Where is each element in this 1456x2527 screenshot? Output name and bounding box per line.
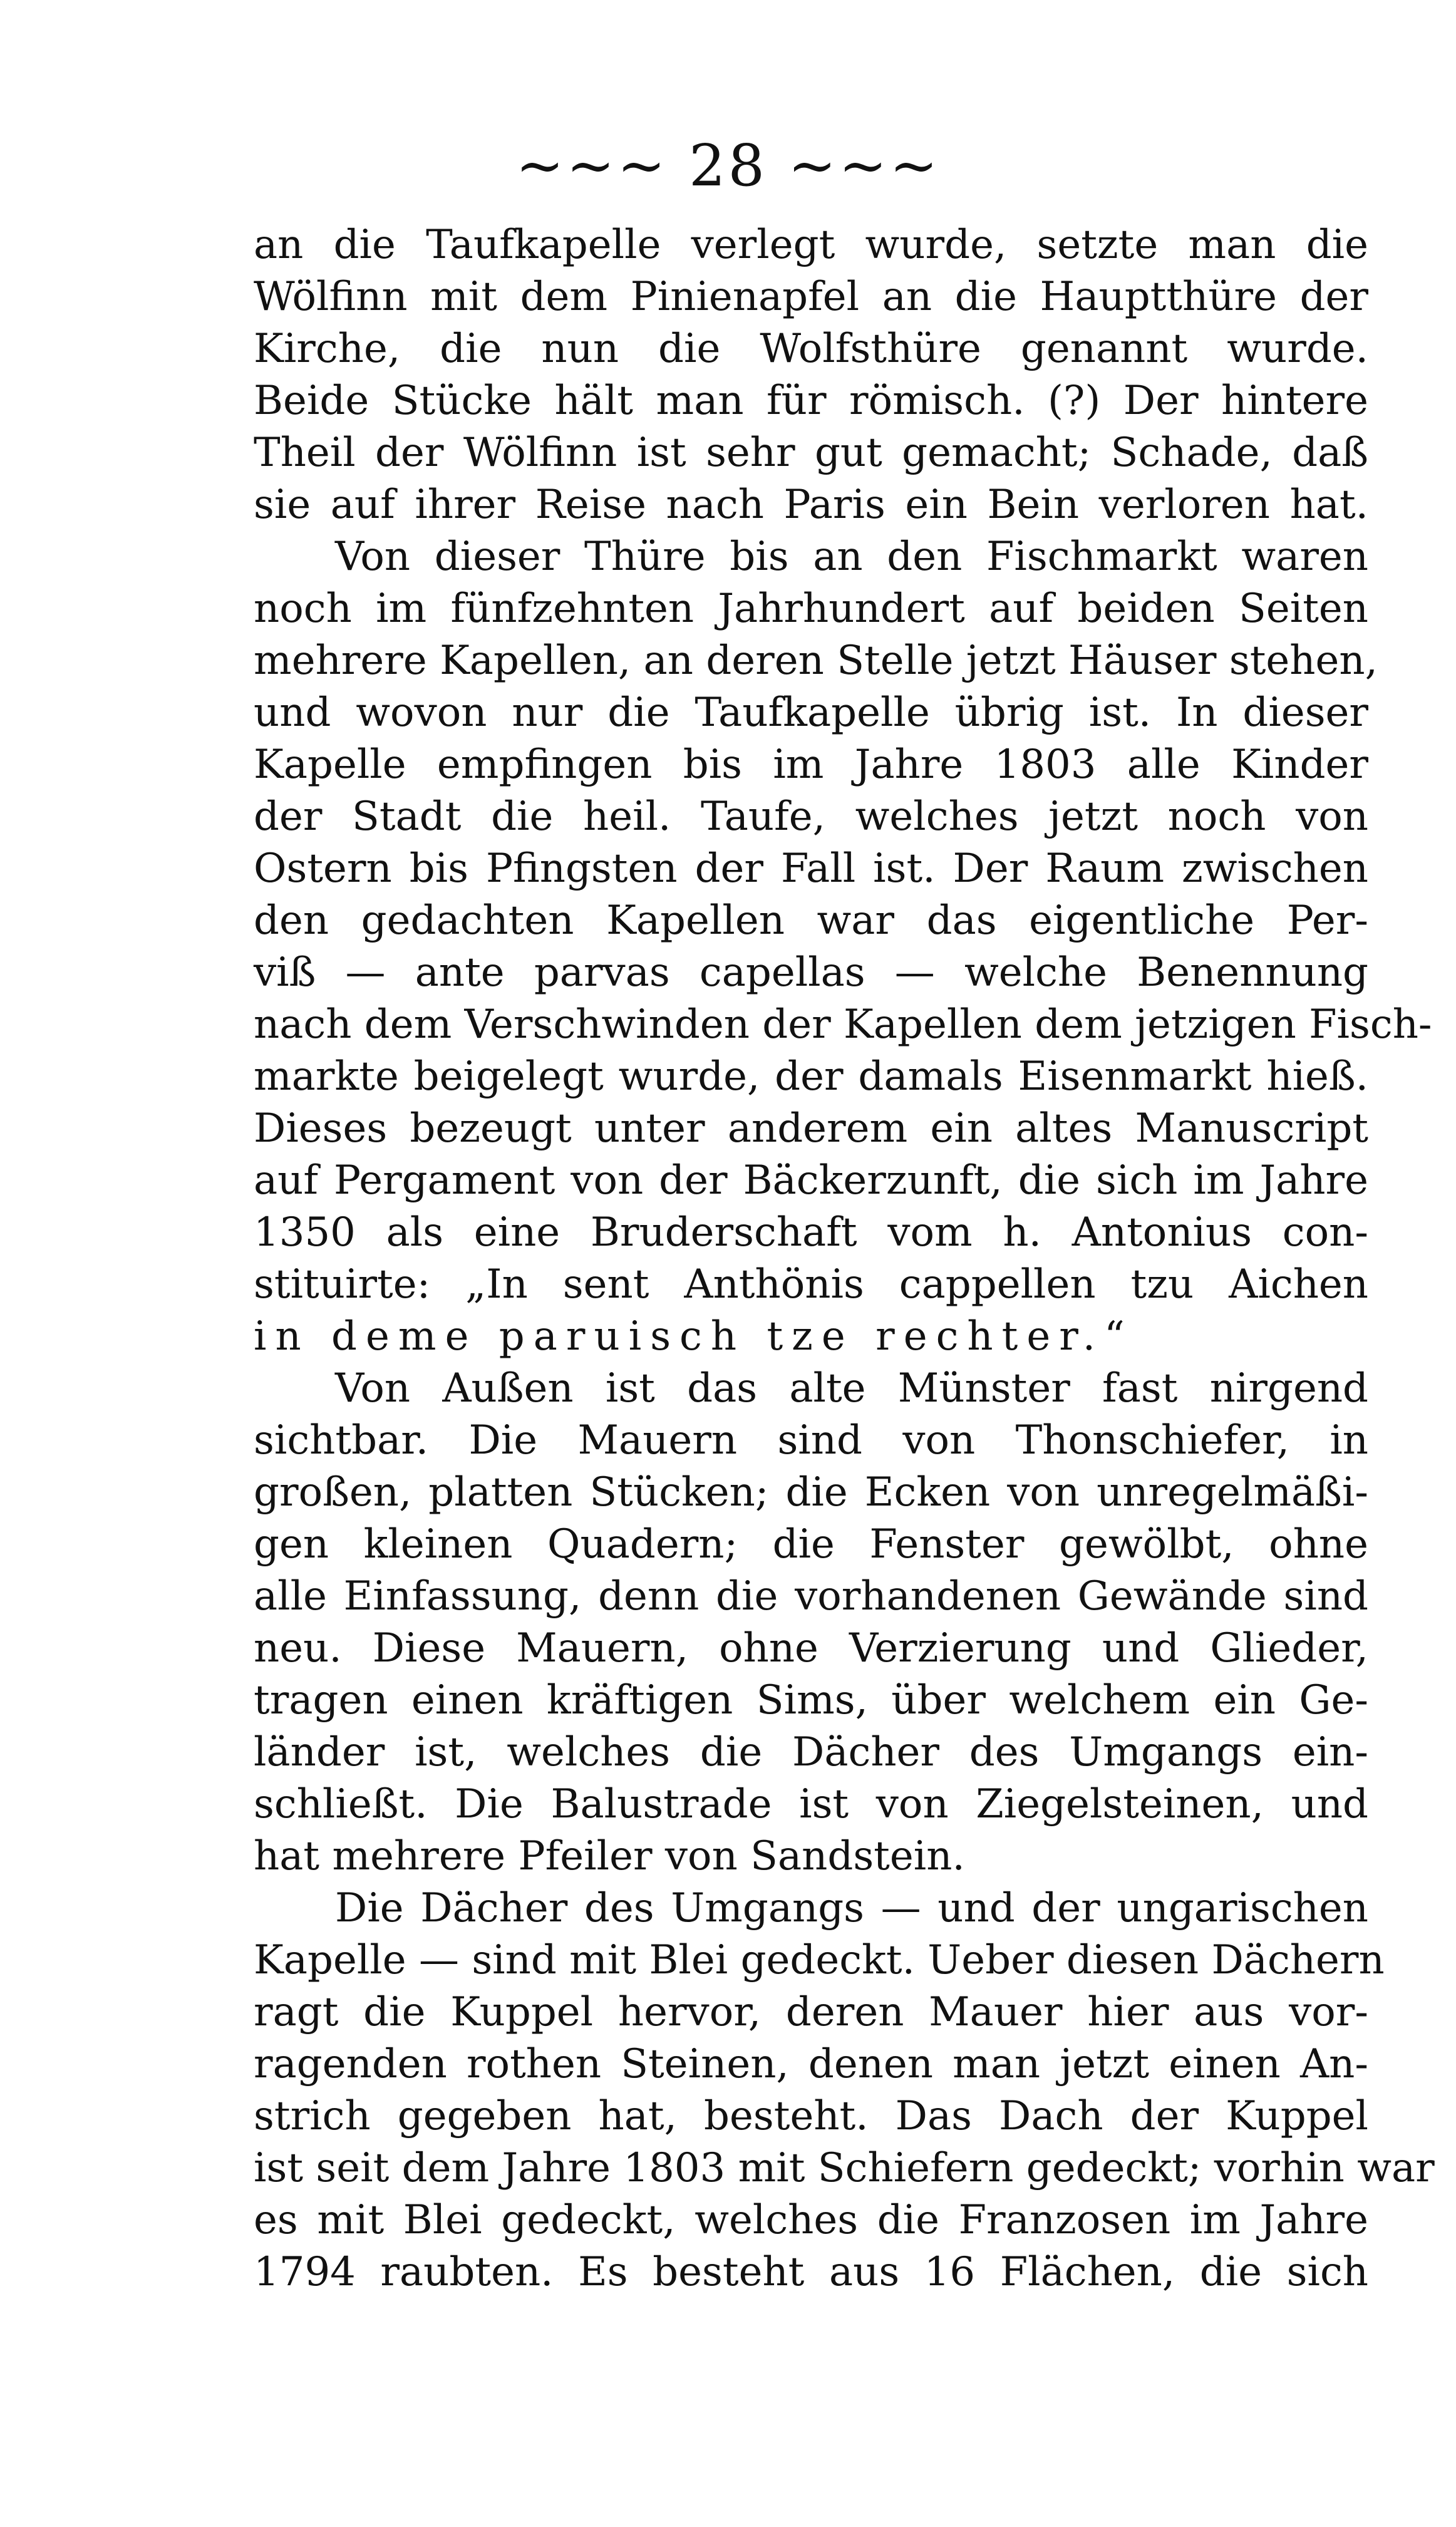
text-line: Die Dächer des Umgangs — und der ungarischen [335,1885,1368,1931]
text-line: Von Außen ist das alte Münster fast nirgend [335,1365,1368,1412]
text-line: markte beigelegt wurde, der damals Eisenmarkt hieß. [254,1053,1368,1100]
text-line: tragen einen kräftigen Sims, über welchem ein Ge- [254,1677,1368,1723]
text-line: Theil der Wölfinn ist sehr gut gemacht; Schade, daß [254,430,1368,476]
page-number: ~~~ 28 ~~~ [515,132,941,199]
text-line: schließt. Die Balustrade ist von Ziegelsteinen, und [254,1781,1368,1827]
text-line: viß — ante parvas capellas — welche Benennung [254,949,1368,996]
text-line: ragenden rothen Steinen, denen man jetzt einen An- [254,2041,1368,2087]
text-line: alle Einfassung, denn die vorhandenen Gewände sind [254,1573,1368,1620]
text-line: nach dem Verschwinden der Kapellen dem jetzigen Fisch- [254,1001,1432,1048]
text-line: länder ist, welches die Dächer des Umgangs ein- [254,1729,1368,1775]
text-line: Beide Stücke hält man für römisch. (?) Der hintere [254,378,1368,424]
text-line: noch im fünfzehnten Jahrhundert auf beiden Seiten [254,586,1368,632]
text-line: stituirte: „In sent Anthönis cappellen tzu Aichen [254,1261,1368,1308]
text-line: den gedachten Kapellen war das eigentliche Per- [254,897,1368,944]
text-line: 1794 raubten. Es besteht aus 16 Flächen, die sich [254,2249,1368,2295]
text-line: ist seit dem Jahre 1803 mit Schiefern gedeckt; vorhin war [254,2145,1435,2191]
text-line: gen kleinen Quadern; die Fenster gewölbt, ohne [254,1521,1368,1568]
text-line: der Stadt die heil. Taufe, welches jetzt noch von [254,793,1368,840]
text-line: Ostern bis Pfingsten der Fall ist. Der Raum zwischen [254,845,1368,892]
text-line: hat mehrere Pfeiler von Sandstein. [254,1833,965,1879]
text-line: Von dieser Thüre bis an den Fischmarkt waren [335,534,1368,580]
text-line: und wovon nur die Taufkapelle übrig ist. In dieser [254,690,1368,736]
text-line: auf Pergament von der Bäckerzunft, die sich im Jahre [254,1157,1368,1204]
text-line: großen, platten Stücken; die Ecken von unregelmäßi- [254,1469,1368,1516]
text-line: Kirche, die nun die Wolfsthüre genannt wurde. [254,326,1368,372]
text-line: mehrere Kapellen, an deren Stelle jetzt Häuser stehen, [254,638,1378,684]
text-line: in deme paruisch tze rechter.“ [254,1313,1133,1360]
text-line: 1350 als eine Bruderschaft vom h. Antonius con- [254,1209,1368,1256]
text-line: Wölfinn mit dem Pinienapfel an die Hauptthüre der [254,274,1368,320]
text-line: sie auf ihrer Reise nach Paris ein Bein verloren hat. [254,482,1368,528]
body-text [254,219,1435,2298]
text-line: strich gegeben hat, besteht. Das Dach der Kuppel [254,2093,1368,2139]
text-line: ragt die Kuppel hervor, deren Mauer hier aus vor- [254,1989,1368,2035]
text-line: sichtbar. Die Mauern sind von Thonschiefer, in [254,1417,1368,1464]
text-line: Kapelle — sind mit Blei gedeckt. Ueber diesen Dächern [254,1937,1385,1983]
text-line: an die Taufkapelle verlegt wurde, setzte man die [254,222,1368,268]
text-line: es mit Blei gedeckt, welches die Franzosen im Jahre [254,2197,1368,2243]
text-line: Dieses bezeugt unter anderem ein altes Manuscript [254,1105,1368,1152]
text-line: neu. Diese Mauern, ohne Verzierung und Glieder, [254,1625,1368,1672]
text-line: Kapelle empfingen bis im Jahre 1803 alle Kinder [254,742,1368,788]
